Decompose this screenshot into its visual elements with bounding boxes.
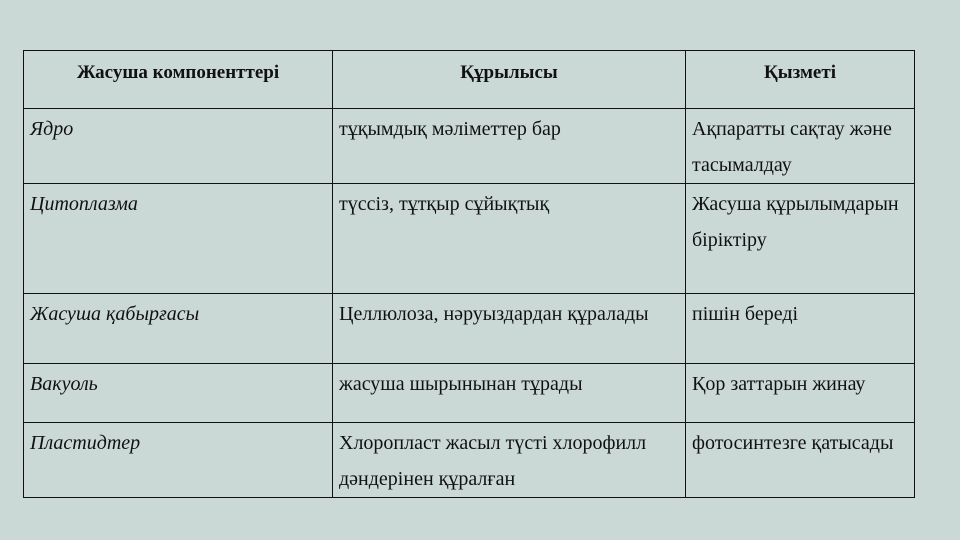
structure-cell: Целлюлоза, нәруыздардан құралады (333, 294, 686, 364)
component-cell: Ядро (24, 109, 333, 184)
structure-cell: Хлоропласт жасыл түсті хлорофилл дәндерінен құралған (333, 423, 686, 498)
header-function: Қызметі (686, 51, 915, 109)
function-cell: фотосинтезге қатысады (686, 423, 915, 498)
function-cell: Жасуша құрылымдарын біріктіру (686, 184, 915, 294)
component-cell: Пластидтер (24, 423, 333, 498)
table-row (24, 184, 915, 294)
table-row (24, 364, 915, 423)
table-header-row (24, 51, 915, 109)
header-structure: Құрылысы (333, 51, 686, 109)
cell-components-table (23, 50, 915, 498)
function-cell: Қор заттарын жинау (686, 364, 915, 423)
table-row (24, 423, 915, 498)
function-cell: Ақпаратты сақтау және тасымалдау (686, 109, 915, 184)
component-cell: Вакуоль (24, 364, 333, 423)
structure-cell: тұқымдық мәліметтер бар (333, 109, 686, 184)
component-cell: Жасуша қабырғасы (24, 294, 333, 364)
table-row (24, 294, 915, 364)
table-row (24, 109, 915, 184)
component-cell: Цитоплазма (24, 184, 333, 294)
header-component: Жасуша компоненттері (24, 51, 333, 109)
function-cell: пішін береді (686, 294, 915, 364)
structure-cell: түссіз, тұтқыр сұйықтық (333, 184, 686, 294)
structure-cell: жасуша шырынынан тұрады (333, 364, 686, 423)
